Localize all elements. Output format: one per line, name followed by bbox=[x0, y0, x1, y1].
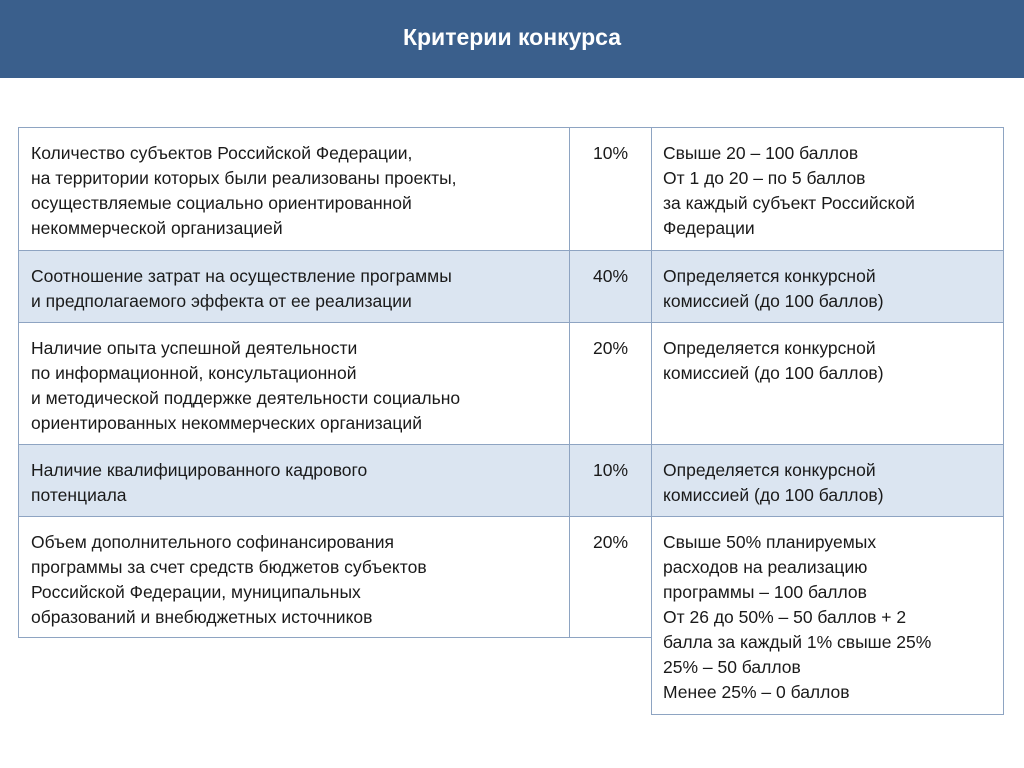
criterion-cell bbox=[18, 444, 569, 516]
criterion-line: по информационной, консультационной bbox=[31, 363, 357, 383]
criterion-cell bbox=[18, 127, 569, 250]
weight-cell bbox=[569, 516, 651, 638]
criterion-line: Российской Федерации, муниципальных bbox=[31, 582, 361, 602]
criterion-line: и предполагаемого эффекта от ее реализации bbox=[31, 291, 412, 311]
score-line: От 1 до 20 – по 5 баллов bbox=[663, 168, 866, 188]
score-line: Свыше 20 – 100 баллов bbox=[663, 143, 859, 163]
criterion-cell bbox=[18, 516, 569, 638]
criterion-line: программы за счет средств бюджетов субъектов bbox=[31, 557, 427, 577]
criterion-line: и методической поддержке деятельности социально bbox=[31, 388, 461, 408]
criterion-line: Количество субъектов Российской Федерации, bbox=[31, 143, 413, 163]
weight-value: 20% bbox=[592, 338, 629, 358]
score-line: программы – 100 баллов bbox=[663, 582, 867, 602]
score-cell bbox=[651, 444, 1004, 516]
score-line: комиссией (до 100 баллов) bbox=[663, 363, 884, 383]
criterion-line: осуществляемые социально ориентированной bbox=[31, 193, 412, 213]
score-cell bbox=[651, 322, 1004, 444]
criterion-line: Объем дополнительного софинансирования bbox=[31, 532, 394, 552]
weight-cell bbox=[569, 127, 651, 250]
criterion-line: на территории которых были реализованы проекты, bbox=[31, 168, 457, 188]
criterion-line: образований и внебюджетных источников bbox=[31, 607, 373, 627]
slide-header bbox=[0, 0, 1024, 78]
weight-cell bbox=[569, 250, 651, 322]
criterion-line: Соотношение затрат на осуществление программы bbox=[31, 266, 452, 286]
score-line: балла за каждый 1% свыше 25% bbox=[663, 632, 932, 652]
criterion-line: потенциала bbox=[31, 485, 127, 505]
weight-value: 20% bbox=[592, 532, 629, 552]
criterion-line: некоммерческой организацией bbox=[31, 218, 283, 238]
weight-value: 40% bbox=[592, 266, 629, 286]
score-line: Федерации bbox=[663, 218, 755, 238]
score-cell bbox=[651, 516, 1004, 715]
criterion-cell bbox=[18, 250, 569, 322]
weight-cell bbox=[569, 444, 651, 516]
criterion-line: Наличие квалифицированного кадрового bbox=[31, 460, 368, 480]
score-line: Менее 25% – 0 баллов bbox=[663, 682, 850, 702]
score-cell bbox=[651, 250, 1004, 322]
score-line: за каждый субъект Российской bbox=[663, 193, 915, 213]
score-line: Определяется конкурсной bbox=[663, 338, 876, 358]
score-line: Свыше 50% планируемых bbox=[663, 532, 877, 552]
criterion-line: ориентированных некоммерческих организаций bbox=[31, 413, 422, 433]
slide-title: Критерии конкурса bbox=[402, 23, 622, 50]
weight-cell bbox=[569, 322, 651, 444]
weight-value: 10% bbox=[592, 460, 629, 480]
criterion-line: Наличие опыта успешной деятельности bbox=[31, 338, 358, 358]
score-line: 25% – 50 баллов bbox=[663, 657, 801, 677]
score-line: расходов на реализацию bbox=[663, 557, 868, 577]
weight-value: 10% bbox=[592, 143, 629, 163]
score-cell bbox=[651, 127, 1004, 250]
score-line: Определяется конкурсной bbox=[663, 460, 876, 480]
score-line: Определяется конкурсной bbox=[663, 266, 876, 286]
criterion-cell bbox=[18, 322, 569, 444]
score-line: комиссией (до 100 баллов) bbox=[663, 291, 884, 311]
score-line: От 26 до 50% – 50 баллов + 2 bbox=[663, 607, 907, 627]
score-line: комиссией (до 100 баллов) bbox=[663, 485, 884, 505]
